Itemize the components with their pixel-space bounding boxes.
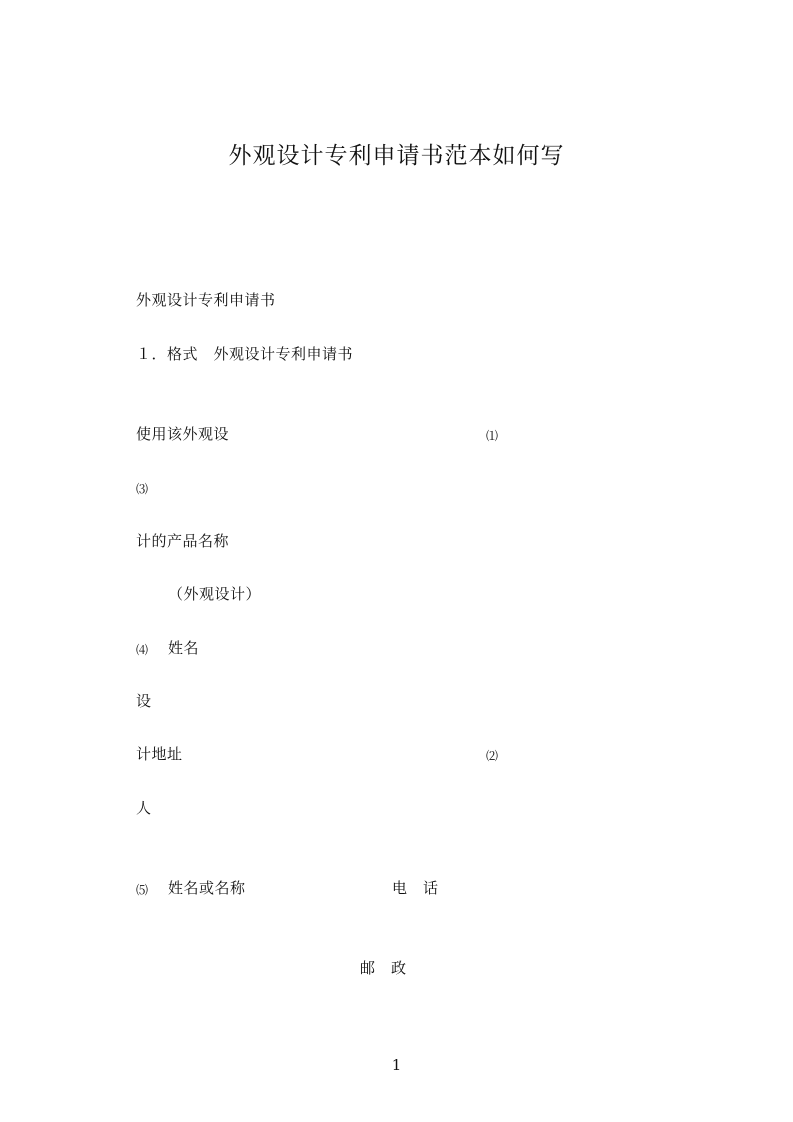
marker-5: ⑸ bbox=[136, 883, 149, 897]
name-or-title-label: 姓名或名称 bbox=[168, 879, 246, 897]
phone-label: 电 话 bbox=[392, 879, 439, 897]
product-name-label-part1: 使用该外观设 bbox=[136, 425, 230, 443]
design-parenthetical: （外观设计） bbox=[168, 585, 262, 603]
marker-1: ⑴ bbox=[486, 429, 499, 443]
marker-4: ⑷ bbox=[136, 643, 149, 657]
postal-label: 邮 政 bbox=[360, 959, 407, 977]
designer-label-char-3: 人 bbox=[136, 799, 152, 817]
address-label: 计地址 bbox=[136, 745, 183, 763]
marker-2: ⑵ bbox=[486, 749, 499, 763]
product-name-label-part2: 计的产品名称 bbox=[136, 532, 230, 550]
section-heading: 外观设计专利申请书 bbox=[136, 291, 276, 309]
page-number: 1 bbox=[391, 1056, 402, 1074]
document-title: 外观设计专利申请书范本如何写 bbox=[228, 143, 565, 169]
designer-label-char-1: 设 bbox=[136, 692, 152, 710]
format-line: １．格式 外观设计专利申请书 bbox=[136, 345, 354, 363]
marker-3: ⑶ bbox=[136, 482, 149, 496]
name-label: 姓名 bbox=[168, 639, 200, 657]
